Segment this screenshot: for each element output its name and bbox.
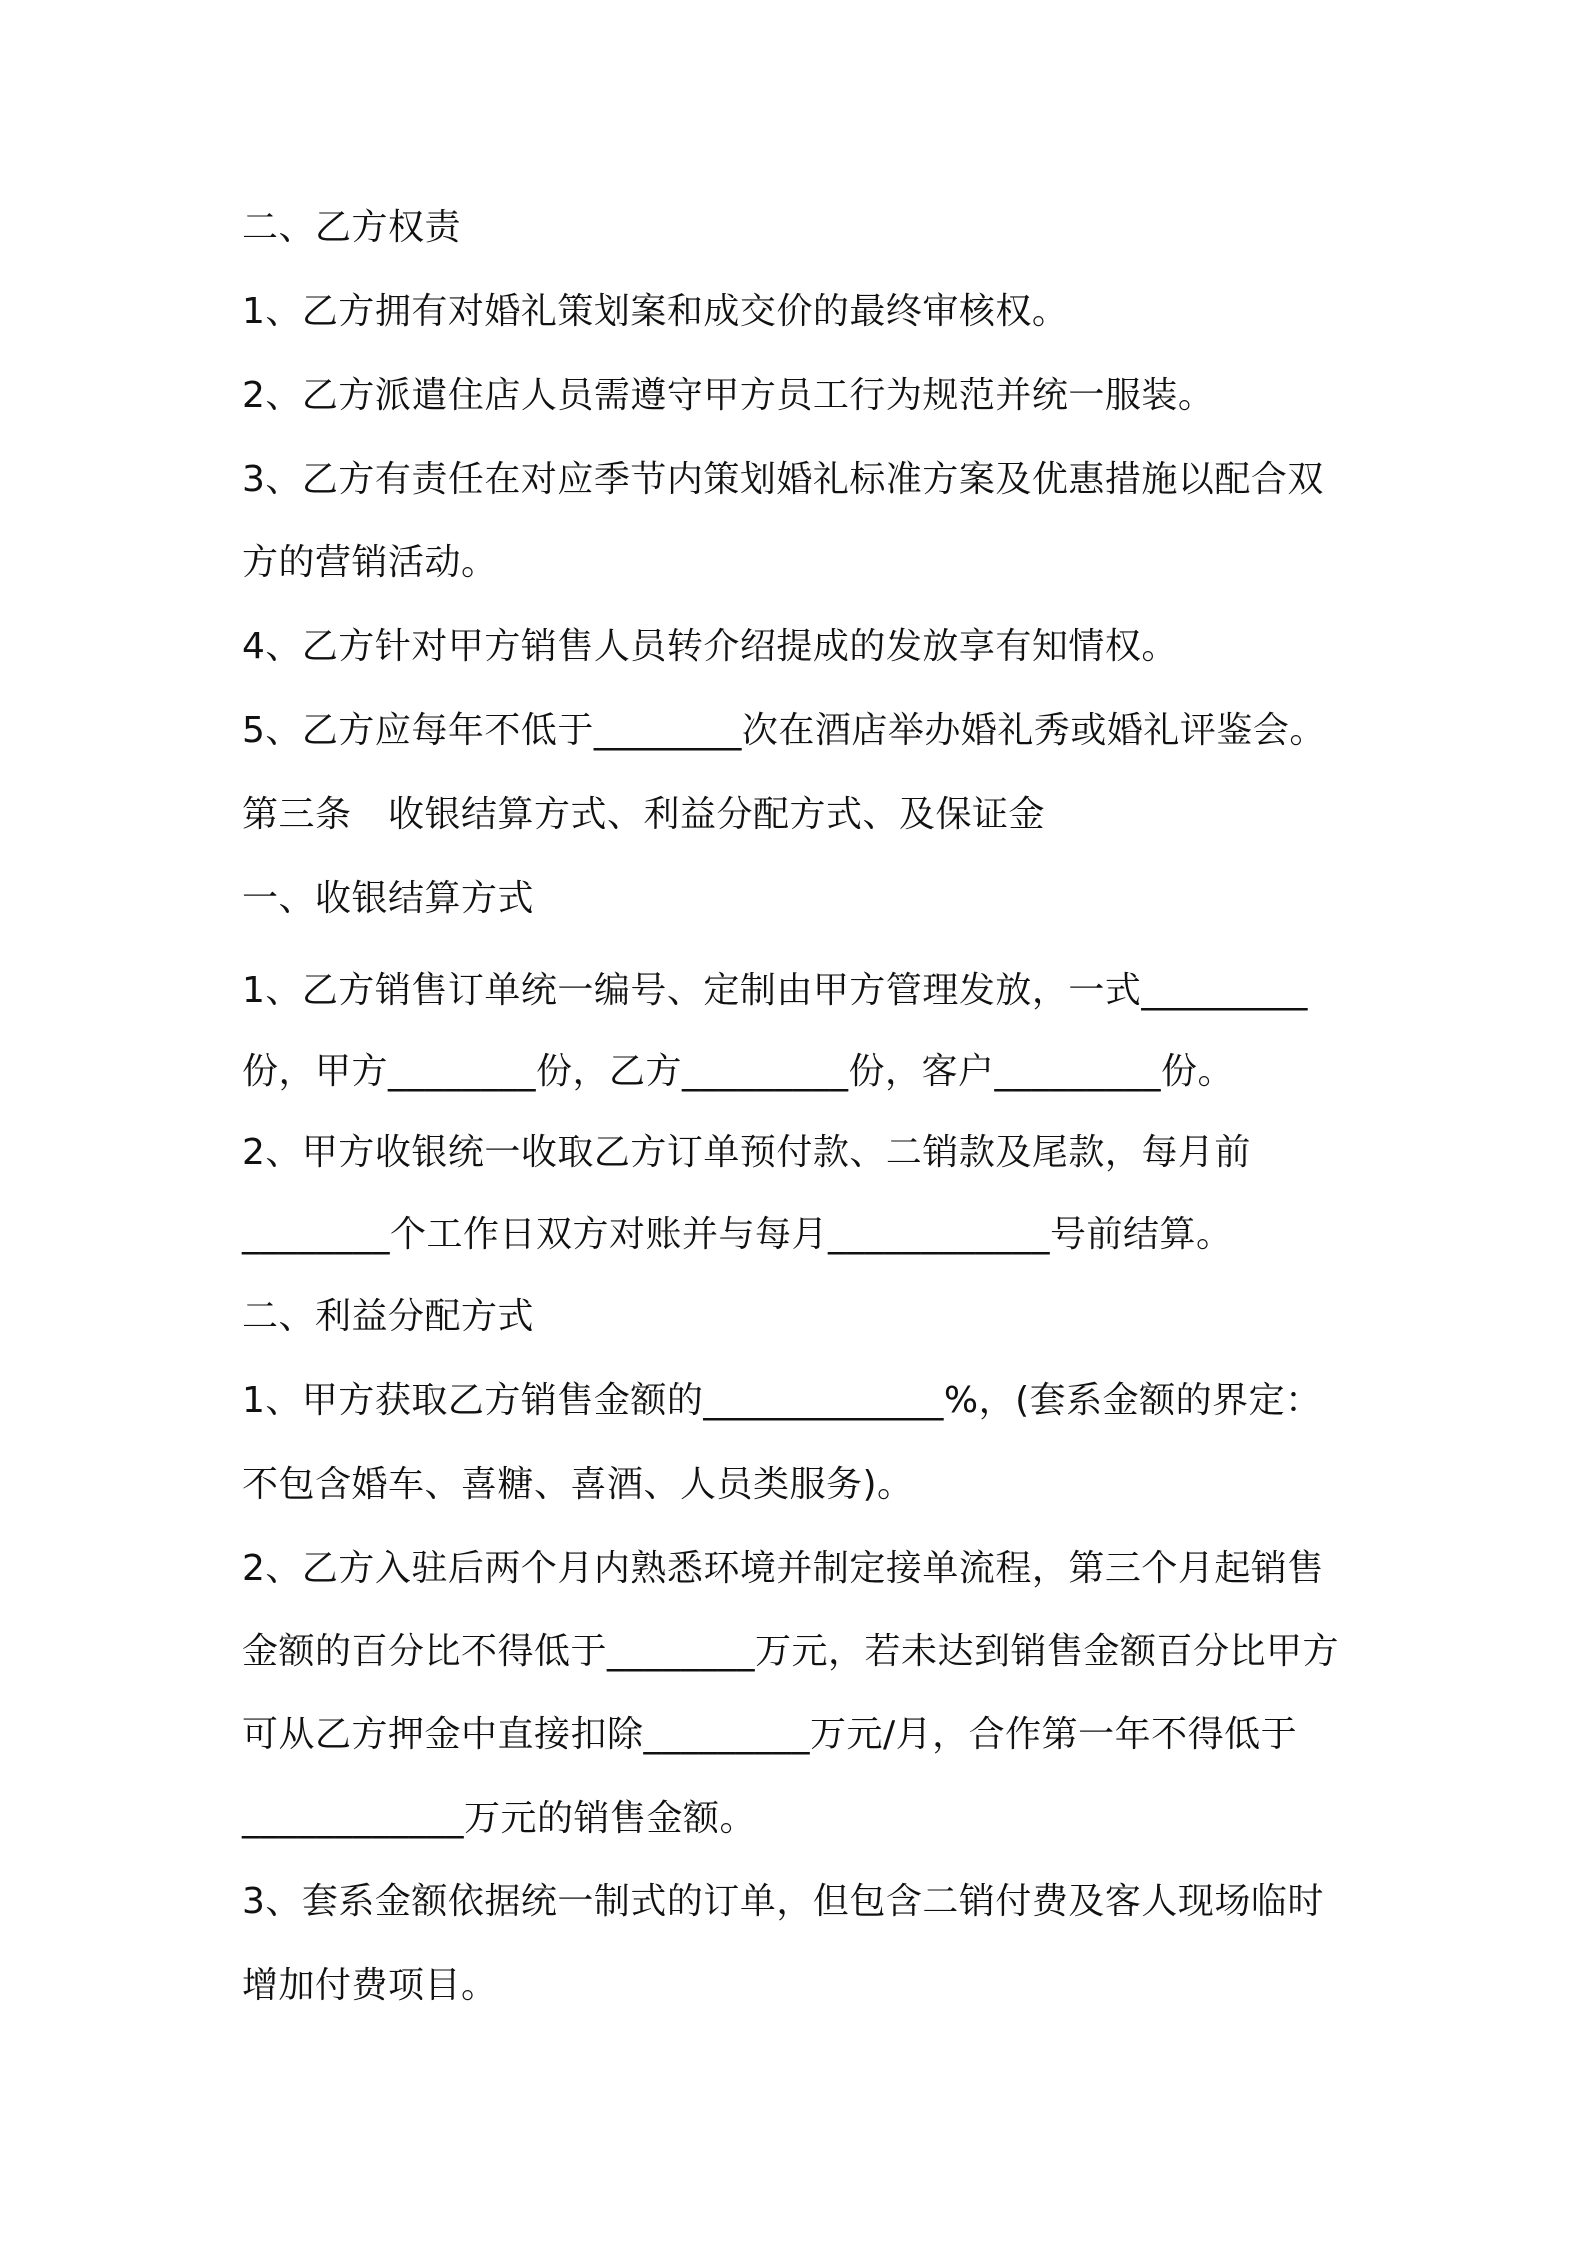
clause-line: ________个工作日双方对账并与每月____________号前结算。	[242, 1214, 1233, 1255]
clause-line: 3、乙方有责任在对应季节内策划婚礼标准方案及优惠措施以配合双	[242, 459, 1324, 500]
clause-line: 可从乙方押金中直接扣除_________万元/月，合作第一年不得低于	[242, 1714, 1298, 1755]
clause-line: 1、甲方获取乙方销售金额的_____________%，(套系金额的界定：	[242, 1380, 1322, 1421]
clause-line: 3、套系金额依据统一制式的订单，但包含二销付费及客人现场临时	[242, 1881, 1324, 1922]
clause-line: 金额的百分比不得低于________万元，若未达到销售金额百分比甲方	[242, 1631, 1340, 1672]
clause-line: 增加付费项目。	[242, 1965, 498, 2006]
section-heading: 一、收银结算方式	[242, 878, 535, 919]
clause-line: 2、乙方入驻后两个月内熟悉环境并制定接单流程，第三个月起销售	[242, 1548, 1324, 1589]
clause-line: 2、乙方派遣住店人员需遵守甲方员工行为规范并统一服装。	[242, 375, 1215, 416]
clause-line: 不包含婚车、喜糖、喜酒、人员类服务)。	[242, 1464, 914, 1505]
clause-line: ____________万元的销售金额。	[242, 1798, 757, 1839]
clause-line: 份，甲方________份，乙方_________份，客户_________份。	[242, 1051, 1235, 1092]
clause-line: 方的营销活动。	[242, 542, 498, 583]
section-heading: 二、乙方权责	[242, 207, 462, 248]
clause-line: 1、乙方拥有对婚礼策划案和成交价的最终审核权。	[242, 291, 1069, 332]
section-heading: 二、利益分配方式	[242, 1296, 535, 1337]
clause-line: 5、乙方应每年不低于________次在酒店举办婚礼秀或婚礼评鉴会。	[242, 710, 1326, 751]
clause-line: 4、乙方针对甲方销售人员转介绍提成的发放享有知情权。	[242, 626, 1178, 667]
article-heading: 第三条 收银结算方式、利益分配方式、及保证金	[242, 794, 1046, 835]
clause-line: 2、甲方收银统一收取乙方订单预付款、二销款及尾款，每月前	[242, 1132, 1251, 1173]
clause-line: 1、乙方销售订单统一编号、定制由甲方管理发放，一式_________	[242, 970, 1308, 1011]
